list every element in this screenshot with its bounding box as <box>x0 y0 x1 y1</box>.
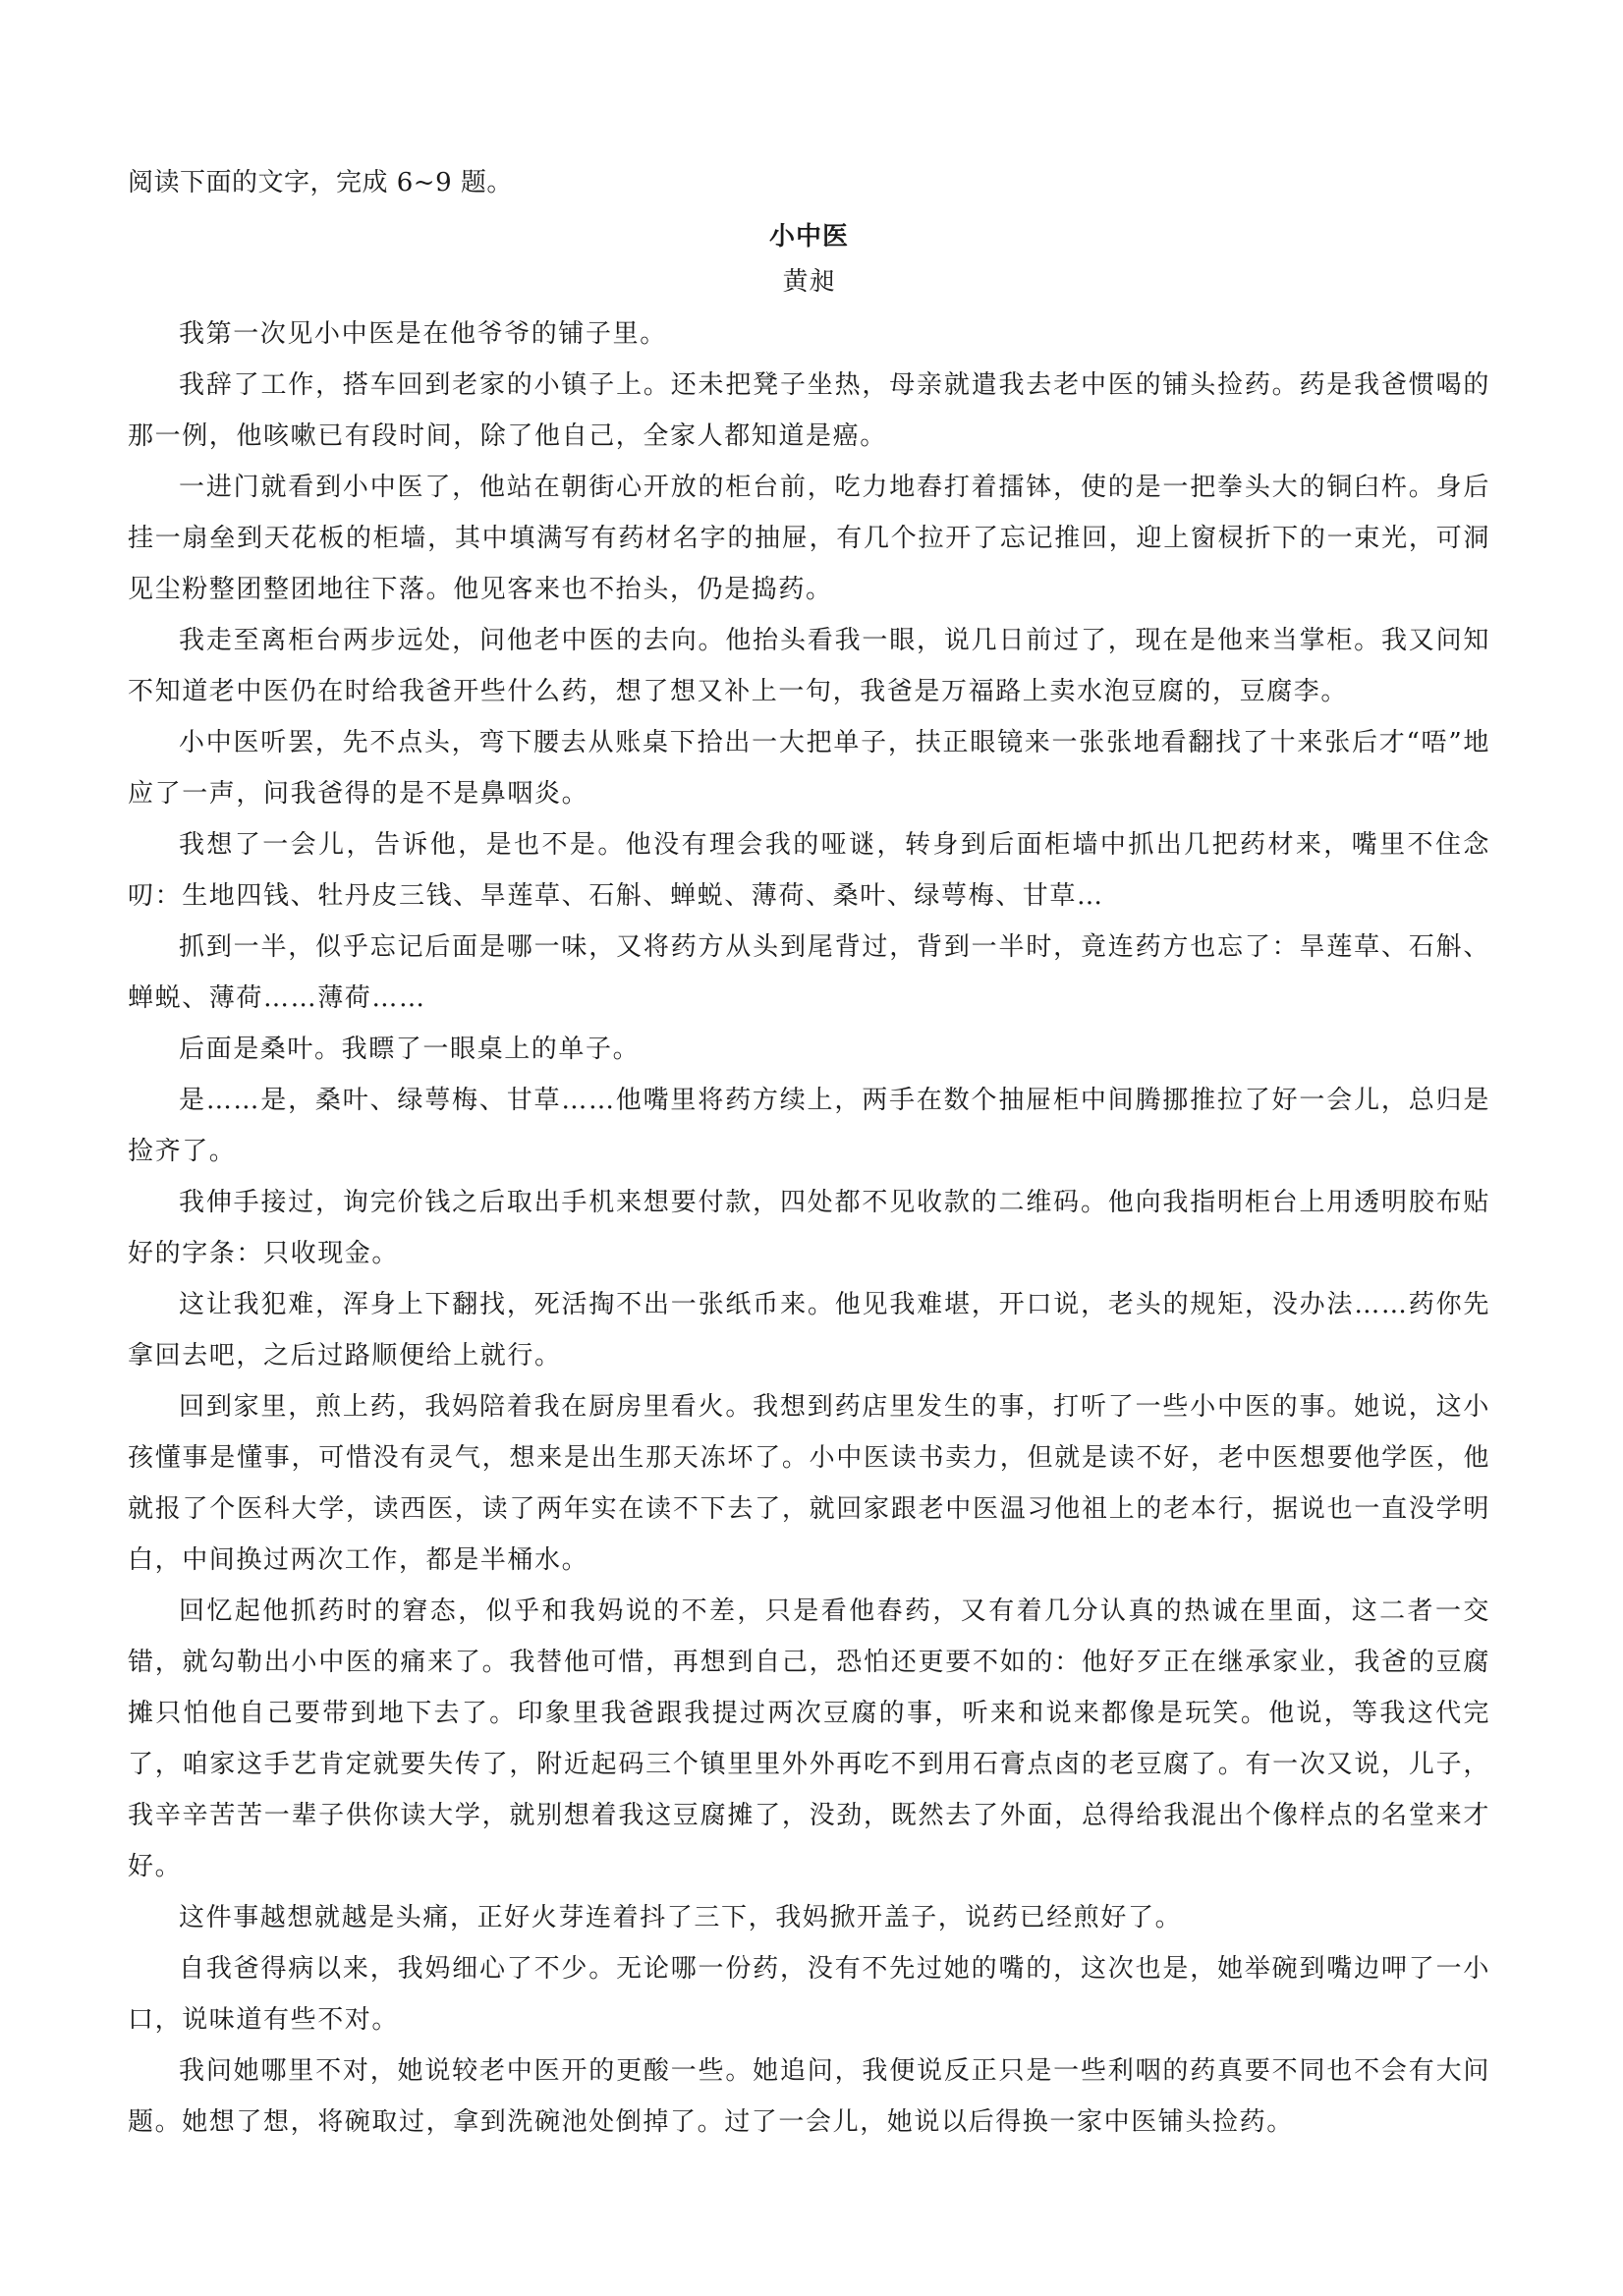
paragraph-3: 一进门就看到小中医了，他站在朝街心开放的柜台前，吃力地舂打着擂钵，使的是一把拳头大的铜臼杵。身后挂一扇垒到天花板的柜墙，其中填满写有药材名字的抽屉，有几个拉开了忘记推回，迎上窗棂折下的一束光，可洞见尘粉整团整团地往下落。他见客来也不抬头，仍是捣药。 <box>128 473 1490 604</box>
article-title: 小中医 <box>768 222 849 252</box>
article-author: 黄昶 <box>782 267 836 297</box>
paragraph-6: 我想了一会儿，告诉他，是也不是。他没有理会我的哑谜，转身到后面柜墙中抓出几把药材来，嘴里不住念叨：生地四钱、牡丹皮三钱、旱莲草、石斛、蝉蜕、薄荷、桑叶、绿萼梅、甘草… <box>128 830 1490 911</box>
paragraph-16: 我问她哪里不对，她说较老中医开的更酸一些。她追问，我便说反正只是一些利咽的药真要不同也不会有大问题。她想了想，将碗取过，拿到洗碗池处倒掉了。过了一会儿，她说以后得换一家中医铺头捡药。 <box>128 2056 1490 2137</box>
paragraph-1: 我第一次见小中医是在他爷爷的铺子里。 <box>179 319 667 349</box>
paragraph-13: 回忆起他抓药时的窘态，似乎和我妈说的不差，只是看他舂药，又有着几分认真的热诚在里面，这二者一交错，就勾勒出小中医的痛来了。我替他可惜，再想到自己，恐怕还更要不如的：他好歹正在继承家业，我爸的豆腐摊只怕他自己要带到地下去了。印象里我爸跟我提过两次豆腐的事，听来和说来都像是玩笑。他说，等我这代完了，咱家这手艺肯定就要失传了，附近起码三个镇里里外外再吃不到用石膏点卤的老豆腐了。有一次又说，儿子，我辛辛苦苦一辈子供你读大学，就别想着我这豆腐摊了，没劲，既然去了外面，总得给我混出个像样点的名堂来才好。 <box>128 1596 1490 1881</box>
paragraph-9: 是……是，桑叶、绿萼梅、甘草……他嘴里将药方续上，两手在数个抽屉柜中间腾挪推拉了好一会儿，总归是捡齐了。 <box>128 1086 1490 1166</box>
paragraph-11: 这让我犯难，浑身上下翻找，死活掏不出一张纸币来。他见我难堪，开口说，老头的规矩，没办法……药你先拿回去吧，之后过路顺便给上就行。 <box>128 1290 1490 1371</box>
paragraph-4: 我走至离柜台两步远处，问他老中医的去向。他抬头看我一眼，说几日前过了，现在是他来当掌柜。我又问知不知道老中医仍在时给我爸开些什么药，想了想又补上一句，我爸是万福路上卖水泡豆腐的，豆腐李。 <box>128 626 1490 706</box>
article-body <box>128 308 1490 2148</box>
paragraph-8: 后面是桑叶。我瞟了一眼桌上的单子。 <box>179 1035 641 1064</box>
paragraph-10: 我伸手接过，询完价钱之后取出手机来想要付款，四处都不见收款的二维码。他向我指明柜台上用透明胶布贴好的字条：只收现金。 <box>128 1188 1490 1268</box>
paragraph-15: 自我爸得病以来，我妈细心了不少。无论哪一份药，没有不先过她的嘴的，这次也是，她举碗到嘴边呷了一小口，说味道有些不对。 <box>128 1954 1490 2035</box>
paragraph-12: 回到家里，煎上药，我妈陪着我在厨房里看火。我想到药店里发生的事，打听了一些小中医的事。她说，这小孩懂事是懂事，可惜没有灵气，想来是出生那天冻坏了。小中医读书卖力，但就是读不好，老中医想要他学医，他就报了个医科大学，读西医，读了两年实在读不下去了，就回家跟老中医温习他祖上的老本行，据说也一直没学明白，中间换过两次工作，都是半桶水。 <box>128 1392 1490 1575</box>
paragraph-5: 小中医听罢，先不点头，弯下腰去从账桌下拾出一大把单子，扶正眼镜来一张张地看翻找了十来张后才“唔”地应了一声，问我爸得的是不是鼻咽炎。 <box>128 728 1490 809</box>
paragraph-14: 这件事越想就越是头痛，正好火芽连着抖了三下，我妈掀开盖子，说药已经煎好了。 <box>179 1903 1183 1932</box>
paragraph-7: 抓到一半，似乎忘记后面是哪一味，又将药方从头到尾背过，背到一半时，竟连药方也忘了：旱莲草、石斛、蝉蜕、薄荷……薄荷…… <box>128 932 1490 1013</box>
reading-instruction: 阅读下面的文字，完成 6~9 题。 <box>128 168 513 197</box>
paragraph-2: 我辞了工作，搭车回到老家的小镇子上。还未把凳子坐热，母亲就遣我去老中医的铺头捡药。药是我爸惯喝的那一例，他咳嗽已有段时间，除了他自己，全家人都知道是癌。 <box>128 370 1490 451</box>
